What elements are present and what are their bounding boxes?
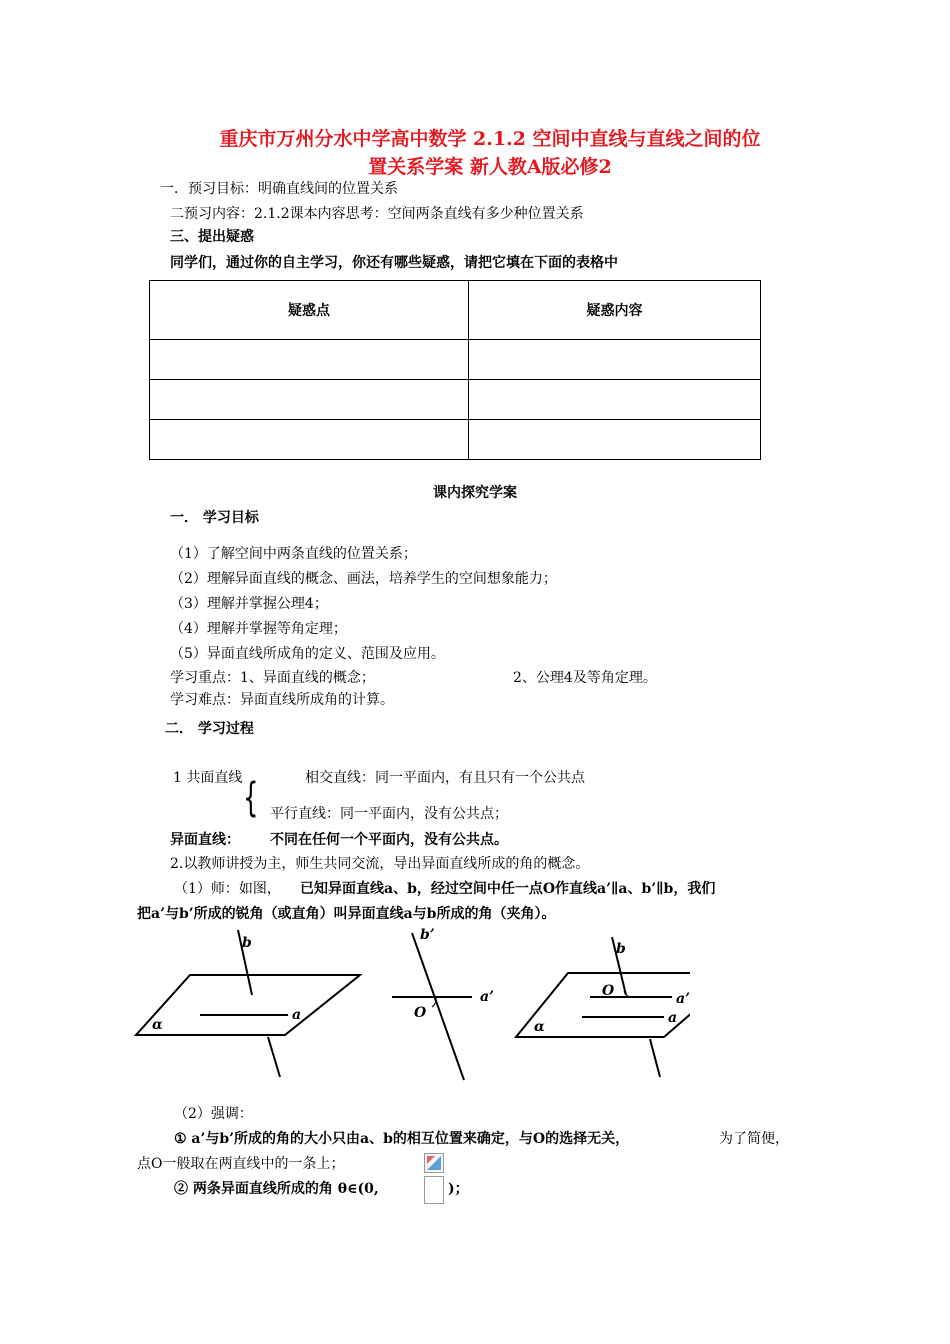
label-b-3: b [616, 941, 626, 957]
formula-placeholder [424, 1176, 444, 1204]
goals-heading: 一． 学习目标 [170, 510, 259, 526]
table-header-content: 疑惑内容 [469, 281, 761, 340]
emphasis-1-tail: 为了简便， [719, 1131, 789, 1147]
label-O-3: O [602, 983, 615, 999]
label-b-prime: b’ [420, 927, 435, 943]
key-point-2: 2、公理4及等角定理。 [513, 670, 657, 686]
label-a-prime: a’ [480, 989, 494, 1005]
parallel-definition: 平行直线：同一平面内，没有公共点； [270, 806, 508, 822]
process-heading: 二． 学习过程 [165, 721, 254, 737]
table-cell[interactable] [150, 420, 469, 460]
doubt-table [149, 280, 761, 460]
goal-item: （3）理解并掌握公理4； [170, 596, 328, 612]
intersecting-definition: 相交直线：同一平面内，有且只有一个公共点 [305, 770, 585, 786]
label-a: a [292, 1007, 302, 1023]
table-row [150, 420, 761, 460]
goal-item: （4）理解并掌握等角定理； [170, 621, 347, 637]
skew-definition: 不同在任何一个平面内，没有公共点。 [270, 832, 508, 848]
preview-goal: 一．预习目标：明确直线间的位置关系 [160, 181, 398, 197]
goal-item: （1）了解空间中两条直线的位置关系； [170, 546, 417, 562]
table-row [150, 340, 761, 380]
table-header-point: 疑惑点 [150, 281, 469, 340]
item-2: 2.以教师讲授为主，师生共同交流，导出异面直线所成的角的概念。 [170, 856, 590, 872]
plane-alpha-1 [136, 975, 360, 1035]
emphasis-1: ① a’与b’所成的角的大小只由a、b的相互位置来确定，与O的选择无关， [174, 1131, 630, 1147]
label-b: b [242, 935, 252, 951]
label-alpha: α [152, 1017, 163, 1033]
goal-item: （5）异面直线所成角的定义、范围及应用。 [170, 646, 445, 662]
table-cell[interactable] [469, 420, 761, 460]
emphasis-2-close: )； [448, 1181, 469, 1197]
figure-3 [516, 937, 690, 1077]
difficulty: 学习难点：异面直线所成角的计算。 [170, 692, 394, 708]
figure-2 [392, 927, 494, 1080]
skew-label: 异面直线： [170, 832, 240, 848]
teacher-statement-line2: 把a’与b’所成的锐角（或直角）叫异面直线a与b所成的角（夹角）。 [137, 906, 556, 922]
label-alpha-3: α [534, 1019, 545, 1035]
doubt-heading: 三、提出疑惑 [170, 229, 254, 245]
key-point-1: 学习重点：1、异面直线的概念； [170, 670, 375, 686]
table-cell[interactable] [469, 340, 761, 380]
label-a-3: a [668, 1010, 678, 1026]
preview-content: 二预习内容：2.1.2课本内容思考：空间两条直线有多少种位置关系 [170, 206, 584, 222]
emphasis-1-line2: 点O一般取在两直线中的一条上； [137, 1156, 345, 1172]
table-row [150, 380, 761, 420]
emphasis-2: ② 两条异面直线所成的角 θ∈(0, [174, 1181, 379, 1197]
broken-image-icon [424, 1153, 444, 1173]
coplanar-label: 1 共面直线 [173, 770, 243, 786]
doubt-instruction: 同学们，通过你的自主学习，你还有哪些疑惑，请把它填在下面的表格中 [170, 255, 618, 271]
document-title-line1: 重庆市万州分水中学高中数学 2.1.2 空间中直线与直线之间的位 [219, 128, 761, 150]
teacher-prefix: （1）师：如图， [174, 881, 281, 897]
figure-1 [136, 930, 360, 1077]
section-heading: 课内探究学案 [433, 485, 517, 501]
label-a-prime-3: a’ [676, 991, 690, 1007]
teacher-statement: 已知异面直线a、b，经过空间中任一点O作直线a’∥a、b’∥b，我们 [300, 881, 716, 897]
table-cell[interactable] [150, 340, 469, 380]
line-b-lower-3 [650, 1039, 660, 1077]
goal-item: （2）理解异面直线的概念、画法，培养学生的空间想象能力； [170, 571, 557, 587]
label-O: O [414, 1005, 427, 1021]
skew-lines-figure [130, 925, 690, 1085]
table-cell[interactable] [469, 380, 761, 420]
emphasis-heading: （2）强调： [174, 1106, 253, 1122]
table-cell[interactable] [150, 380, 469, 420]
brace-icon: { [243, 775, 259, 821]
document-title-line2: 置关系学案 新人教A版必修2 [368, 156, 612, 178]
line-b-lower [268, 1037, 280, 1077]
